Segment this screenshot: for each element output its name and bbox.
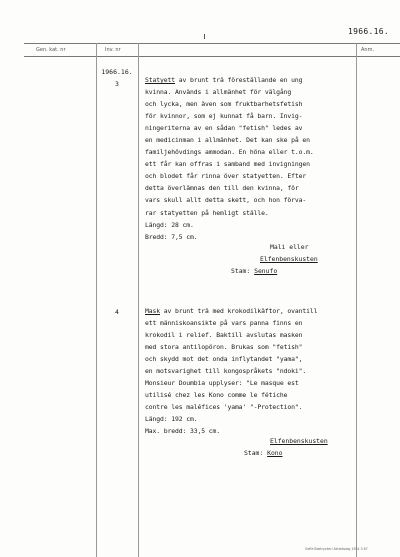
entry-stam-value: Kono [267,449,283,457]
entry-description [145,74,353,243]
entry-line: contre les maléfices 'yama' "-Protection". [145,403,303,412]
entry-line: med stora antilopöron. Brukas som "fetish" [145,343,303,352]
entry-origin-line2: Elfenbenskusten [260,255,318,263]
entry-stam-value: Senufo [254,267,278,275]
entry-first-line-rest: av brunt trä med krokodilkäftor, ovantill [160,307,318,315]
entry-line: ett får kan offras i samband med invigningen [145,160,310,169]
entry-line: Max. bredd: 33,5 cm. [145,427,220,436]
page-year-label: 1966.16. [348,27,389,36]
column-header-inv-nr: Inv. nr [105,47,121,53]
entry-line: ningeriterna av en sådan "fetish" ledes av [145,124,303,133]
entry-line: och lycka, men även som fruktbarhetsfetish [145,100,303,109]
entry-line: en medicinman i allmänhet. Det kan ske på en [145,136,310,145]
entry-stam [244,447,282,459]
entry-line: Längd: 28 cm. [145,220,194,229]
entry-keyword: Mask [145,307,160,315]
entry-description [145,305,353,438]
entry-stam [231,265,277,277]
column-divider-middle [138,43,139,557]
entry-number: 3 [115,80,119,88]
entry-line: och blodet får rinna över statyetten. Efter [145,172,307,181]
entry-stam-label: Stam: [244,449,268,457]
entry-line: familjehövdings ammodan. En höna eller t.o.m. [145,148,314,157]
entry-line: ett människoansikte på vars panna finns en [145,319,303,328]
entry-origin-line1: Mali eller [270,243,309,251]
entry-stam-label: Stam: [231,267,255,275]
entry-line: detta överlämnas den till den kvinna, för [145,184,299,193]
column-header-row [24,43,400,57]
entry-group-label: 1966.16. [101,68,133,76]
entry-first-line-rest: av brunt trä föreställande en ung [174,76,303,84]
entry-line: krokodil i relief. Baktill avslutas masken [145,331,303,340]
column-header-gen-kat-nr: Gen. kat. nr [36,47,66,53]
top-tick-mark [204,34,205,39]
entry-origin-line1: Elfenbenskusten [270,437,328,445]
printer-footer-code: Gefle Boktryckeri Aktiebolag 1954 5 67 [305,547,368,551]
entry-line: vars skull allt detta skett, och hon förva- [145,196,307,205]
entry-line: Längd: 192 cm. [145,415,198,424]
entry-line: rar statyetten på hemligt ställe. [145,208,269,217]
entry-keyword: Statyett [145,76,175,84]
entry-line: för kvinnor, som ej kunnat få barn. Invig- [145,112,303,121]
entry-line: Monsieur Doumbia upplyser: "Le masque est [145,379,299,388]
column-divider-left [96,43,97,557]
entry-line: och skydd mot det onda inflytandet "yama", [145,355,303,364]
column-divider-right [356,43,357,557]
entry-line: kvinna. Används i allmänhet för välgång [145,88,292,97]
column-header-anm: Anm. [361,47,375,53]
entry-line: Bredd: 7,5 cm. [145,232,198,241]
entry-number: 4 [115,308,119,316]
entry-line: en motsvarighet till kongospråkets "ndoki". [145,367,307,376]
entry-line: utilisé chez les Kono comme le fétiche [145,391,288,400]
